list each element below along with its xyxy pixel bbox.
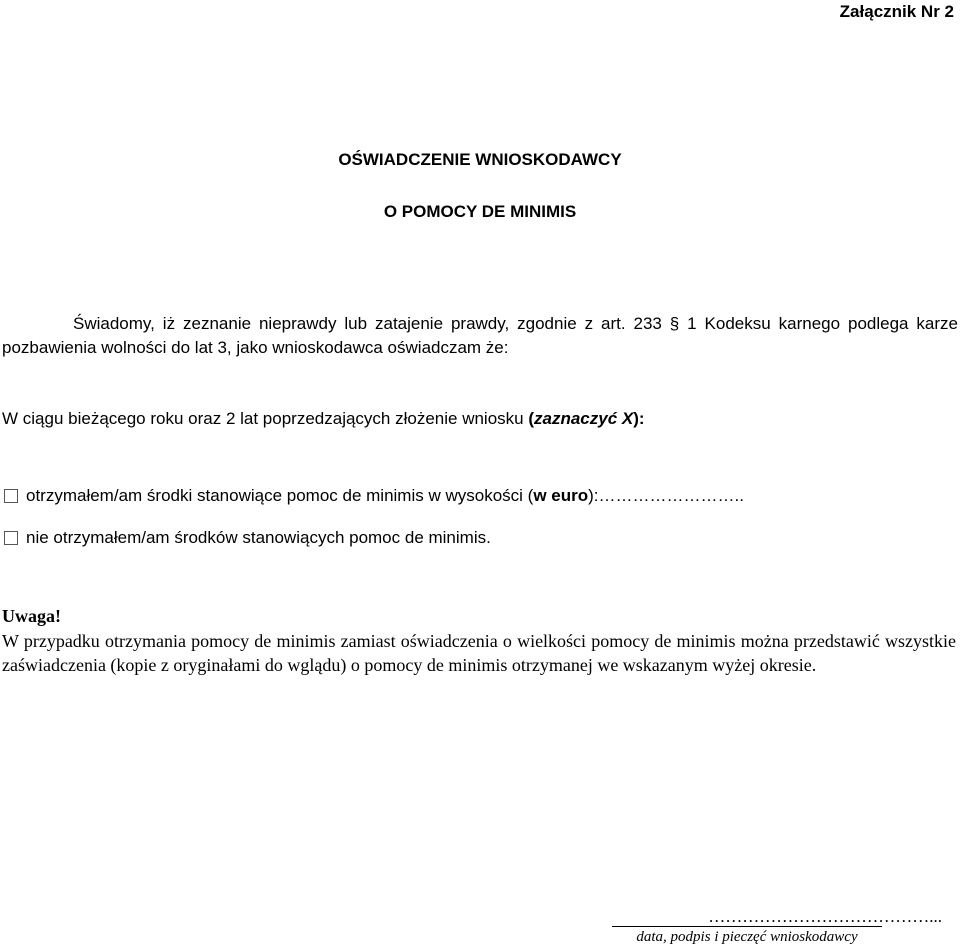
period-text: W ciągu bieżącego roku oraz 2 lat poprzedzających złożenie wniosku (2, 409, 529, 428)
checkbox-received[interactable] (4, 489, 18, 503)
period-note-close: ): (633, 409, 645, 428)
signature-line (612, 926, 882, 927)
intro-paragraph (2, 312, 958, 360)
note-body: W przypadku otrzymania pomocy de minimis zamiast oświadczenia o wielkości pomocy de minimis można przedstawić wszystkie zaświadczenia (kopie z oryginałami do wglądu) o pomocy de minimis otrzymanej we wskazanym wyżej okresie. (2, 631, 956, 675)
amount-field-dots[interactable]: …………………….. (598, 486, 744, 505)
checkbox-not-received[interactable] (4, 531, 18, 545)
option-received[interactable] (4, 486, 744, 506)
option-received-currency: w euro (533, 486, 589, 505)
option-received-text: otrzymałem/am środki stanowiące pomoc de minimis w wysokości ( (26, 486, 534, 505)
period-note-open: ( (528, 409, 535, 428)
option-not-received-text: nie otrzymałem/am środków stanowiących pomoc de minimis. (26, 528, 491, 547)
note-heading: Uwaga! (2, 606, 61, 626)
signature-dots: …………………………………... (708, 907, 942, 926)
period-note-italic: zaznaczyć X (534, 409, 634, 428)
signature-caption: data, podpis i pieczęć wnioskodawcy (636, 929, 858, 945)
document-subtitle: O POMOCY DE MINIMIS (383, 202, 577, 221)
option-not-received[interactable] (4, 528, 491, 548)
option-received-suffix: ): (588, 486, 599, 505)
document-title: OŚWIADCZENIE WNIOSKODAWCY (338, 150, 622, 169)
period-statement (2, 409, 645, 429)
intro-line-2: pozbawienia wolności do lat 3, jako wnioskodawca oświadczam że: (2, 338, 509, 357)
attachment-label: Załącznik Nr 2 (839, 2, 954, 21)
period-instruction (528, 409, 644, 428)
intro-line-1: Świadomy, iż zeznanie nieprawdy lub zatajenie prawdy, zgodnie z art. 233 § 1 Kodeksu karnego podlega karze (73, 314, 958, 333)
